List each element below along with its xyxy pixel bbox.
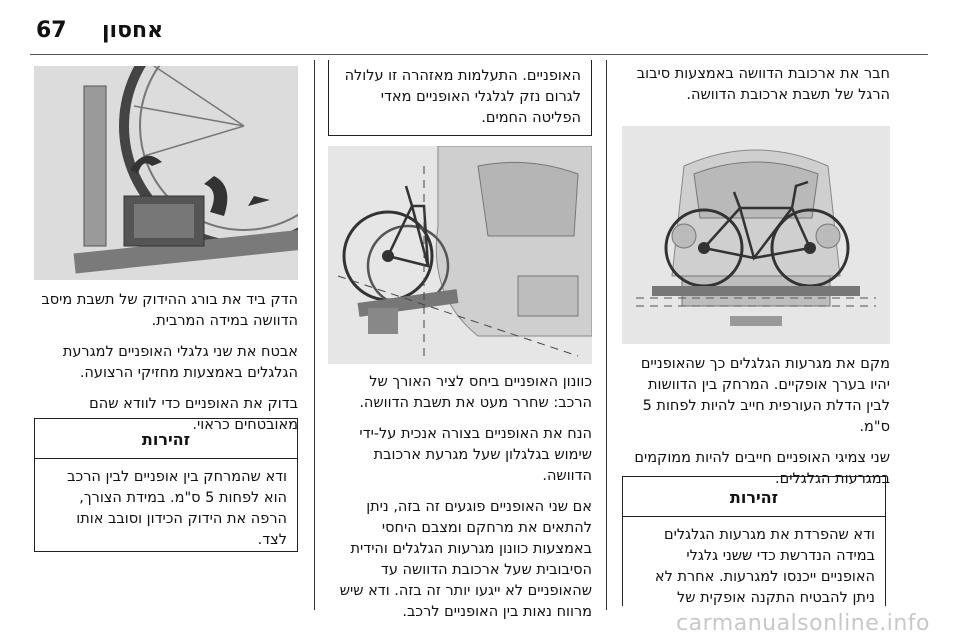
- middle-caution-continuation-box: [328, 60, 592, 136]
- left-caution-title: זהירות: [35, 419, 297, 459]
- left-caution-body: ודא שהמרחק בין אופניים לבין הרכב הוא לפחות 5 ס"מ. במידת הצורך, הרפה את הידוק הכידון וסובב אותו לצד.: [67, 469, 287, 548]
- column-divider-left: [314, 60, 315, 610]
- side-view-drawing: [328, 146, 592, 364]
- middle-paragraph-3: אם שני האופניים פוגעים זה בזה, ניתן להתאים את מרחקם ומצבם היחסי באמצעות כוונון מגרעות הגלגלים והידית הסיבובית שעל ארכובת הדוושה עד שהאופניים לא ייגעו יותר זה בזה. ודא שיש מרווח נאות בין האופניים לרכב.: [339, 499, 592, 620]
- right-paragraph-1: מקם את מגרעות הגלגלים כך שהאופניים יהיו בערך אופקיים. המרחק בין הדוושות לבין הדלת העורפית חייב להיות לפחות 5 ס"מ.: [640, 356, 890, 435]
- bike-rack-rear-view-illustration: [622, 126, 890, 344]
- middle-body-text: [328, 372, 592, 633]
- watermark: carmanualsonline.info: [676, 611, 930, 636]
- left-caution-box: [34, 418, 298, 552]
- page-number: 67: [36, 18, 67, 43]
- left-paragraph-1: הדק ביד את בורג ההידוק של תשבת מיסב הדוושה במידה המרבית.: [41, 292, 298, 329]
- bike-rack-side-view-illustration: [328, 146, 592, 364]
- right-caution-body: ודא שהפרדת את מגרעות הגלגלים במידה הנדרשת כדי ששני גלגלי האופניים ייכנסו למגרעות. אחרת לא ניתן להבטיח התקנה אופקית של: [654, 527, 875, 606]
- right-intro-paragraph: חבר את ארכובת הדוושה באמצעות סיבוב הרגל של תשבת ארכובת הדוושה.: [636, 66, 890, 103]
- right-paragraph-2: שני צמיגי האופניים חייבים להיות ממוקמים במגרעות הגלגלים.: [634, 450, 890, 487]
- left-paragraph-2: אבטח את שני גלגלי האופניים למגרעת הגלגלים באמצעות מחזיקי הרצועה.: [62, 344, 298, 381]
- middle-paragraph-2: הנח את האופניים בצורה אנכית על-ידי שימוש בגלגלון שעל מגרעת ארכובת הדוושה.: [359, 426, 592, 484]
- header-rule: [30, 54, 928, 55]
- wheel-strap-detail-illustration: [34, 66, 298, 280]
- rear-view-drawing: [622, 126, 890, 344]
- left-paragraph-3: בדוק את האופניים כדי לוודא שהם מאובטחים כראוי.: [89, 396, 298, 433]
- strap-detail-drawing: [34, 66, 298, 280]
- middle-caution-continuation-text: האופניים. התעלמות מאזהרה זו עלולה לגרום נזק לגלגלי האופניים מאדי הפליטה החמים.: [344, 68, 581, 126]
- column-divider-right: [606, 60, 607, 610]
- middle-paragraph-1: כוונון האופניים ביחס לציר האורך של הרכב: שחרר מעט את תשבת הדוושה.: [359, 374, 592, 411]
- right-caution-title: זהירות: [623, 477, 885, 517]
- right-caution-box: [622, 476, 886, 606]
- right-intro-text: [622, 64, 890, 116]
- section-title: אחסון: [102, 18, 164, 43]
